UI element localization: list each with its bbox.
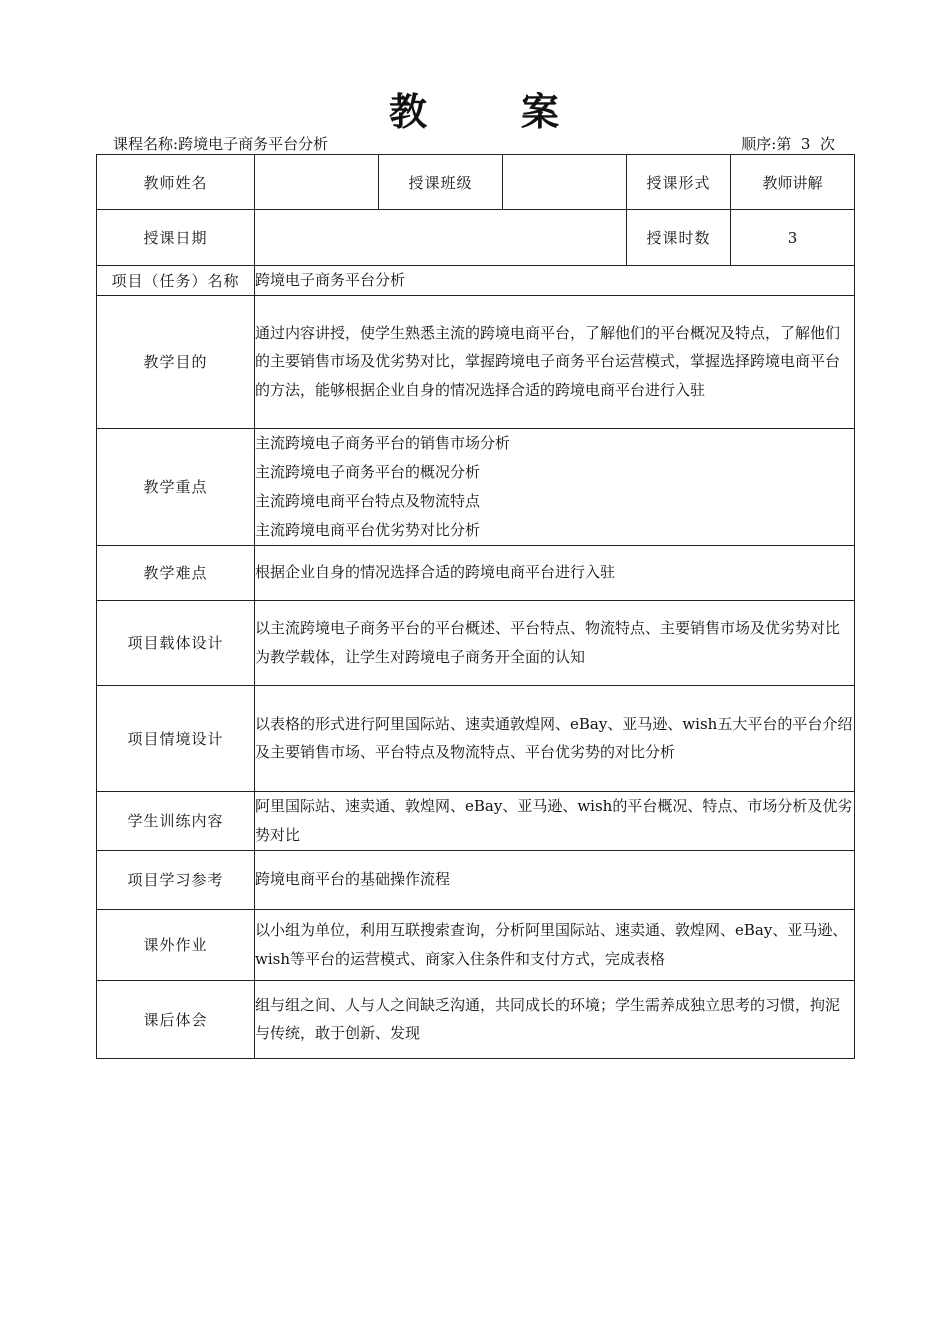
table-row bbox=[97, 428, 855, 545]
reference-value: 跨境电商平台的基础操作流程 bbox=[255, 850, 855, 909]
keypoint-item: 主流跨境电子商务平台的销售市场分析 bbox=[255, 433, 511, 452]
hours-label: 授课时数 bbox=[627, 210, 731, 266]
keypoint-item: 主流跨境电子商务平台的概况分析 bbox=[255, 462, 481, 481]
objective-label: 教学目的 bbox=[97, 295, 255, 428]
keypoint-item: 主流跨境电商平台特点及物流特点 bbox=[255, 491, 481, 510]
training-label: 学生训练内容 bbox=[97, 791, 255, 850]
keypoints-list bbox=[255, 428, 855, 545]
table-row bbox=[97, 155, 855, 210]
table-row bbox=[97, 685, 855, 791]
class-value bbox=[503, 155, 627, 210]
table-row bbox=[97, 600, 855, 685]
training-value: 阿里国际站、速卖通、敦煌网、eBay、亚马逊、wish的平台概况、特点、市场分析及优劣势对比 bbox=[255, 791, 855, 850]
table-row bbox=[97, 545, 855, 600]
order-label: 顺序:第 bbox=[741, 135, 792, 153]
scenario-label: 项目情境设计 bbox=[97, 685, 255, 791]
scenario-value: 以表格的形式进行阿里国际站、速卖通敦煌网、eBay、亚马逊、wish五大平台的平台介绍及主要销售市场、平台特点及物流特点、平台优劣势的对比分析 bbox=[255, 685, 855, 791]
reflection-label: 课后体会 bbox=[97, 980, 255, 1058]
table-row bbox=[97, 850, 855, 909]
title-char-2: 案 bbox=[521, 90, 562, 134]
course-info bbox=[113, 134, 328, 154]
homework-value: 以小组为单位，利用互联搜索查询，分析阿里国际站、速卖通、敦煌网、eBay、亚马逊、wish等平台的运营模式、商家入住条件和支付方式，完成表格 bbox=[255, 909, 855, 980]
course-label: 课程名称: bbox=[113, 135, 179, 153]
date-value bbox=[255, 210, 627, 266]
teacher-name-value bbox=[255, 155, 379, 210]
difficulty-label: 教学难点 bbox=[97, 545, 255, 600]
order-unit: 次 bbox=[819, 135, 835, 153]
table-row bbox=[97, 791, 855, 850]
difficulty-value: 根据企业自身的情况选择合适的跨境电商平台进行入驻 bbox=[255, 545, 855, 600]
class-label: 授课班级 bbox=[379, 155, 503, 210]
course-header bbox=[113, 134, 835, 154]
title-char-1: 教 bbox=[388, 90, 429, 134]
order-number: 3 bbox=[800, 135, 811, 153]
order-info bbox=[741, 134, 835, 154]
keypoints-label: 教学重点 bbox=[97, 428, 255, 545]
course-name: 跨境电子商务平台分析 bbox=[178, 135, 329, 153]
homework-label: 课外作业 bbox=[97, 909, 255, 980]
objective-value: 通过内容讲授，使学生熟悉主流的跨境电商平台，了解他们的平台概况及特点，了解他们的主要销售市场及优劣势对比，掌握跨境电子商务平台运营模式，掌握选择跨境电商平台的方法，能够根据企业自身的情况选择合适的跨境电商平台进行入驻 bbox=[255, 295, 855, 428]
keypoint-item: 主流跨境电商平台优劣势对比分析 bbox=[255, 520, 481, 539]
form-label: 授课形式 bbox=[627, 155, 731, 210]
form-value: 教师讲解 bbox=[731, 155, 855, 210]
table-row bbox=[97, 295, 855, 428]
project-label: 项目（任务）名称 bbox=[97, 266, 255, 296]
carrier-value: 以主流跨境电子商务平台的平台概述、平台特点、物流特点、主要销售市场及优劣势对比为教学载体，让学生对跨境电子商务开全面的认知 bbox=[255, 600, 855, 685]
table-row bbox=[97, 266, 855, 296]
teacher-name-label: 教师姓名 bbox=[97, 155, 255, 210]
page-title bbox=[0, 86, 950, 138]
hours-value: 3 bbox=[731, 210, 855, 266]
carrier-label: 项目载体设计 bbox=[97, 600, 255, 685]
table-row bbox=[97, 210, 855, 266]
reference-label: 项目学习参考 bbox=[97, 850, 255, 909]
table-row bbox=[97, 909, 855, 980]
date-label: 授课日期 bbox=[97, 210, 255, 266]
reflection-value: 组与组之间、人与人之间缺乏沟通，共同成长的环境；学生需养成独立思考的习惯，拘泥与传统，敢于创新、发现 bbox=[255, 980, 855, 1058]
table-row bbox=[97, 980, 855, 1058]
lesson-plan-table bbox=[96, 154, 855, 1059]
project-value: 跨境电子商务平台分析 bbox=[255, 266, 855, 296]
